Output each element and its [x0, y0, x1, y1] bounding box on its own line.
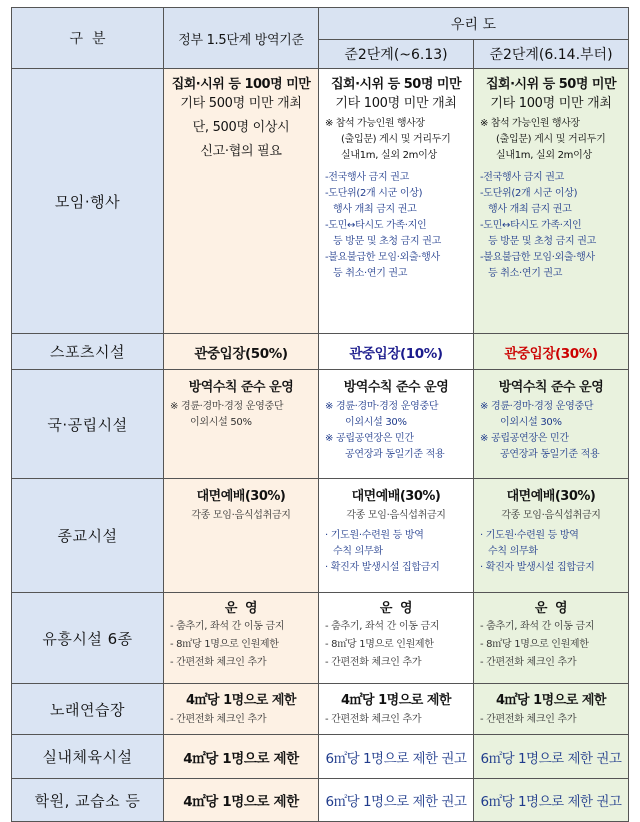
header-region: 우리 도: [319, 8, 629, 40]
regulation-table: [11, 7, 629, 822]
sports-phase2: 관중입장(30%): [474, 334, 629, 370]
entertainment-phase1: [319, 593, 474, 684]
religion-p1-list-1: · 기도원·수련원 등 방역: [325, 530, 424, 541]
gathering-phase2: [474, 69, 629, 334]
gathering-p1-note-3: 실내1m, 실외 2m이상: [341, 150, 437, 161]
row-label-sports: 스포츠시설: [12, 334, 164, 370]
entertainment-p2-main: 운 영: [534, 601, 568, 616]
gathering-p1-note-1: ※ 참석 가능인원 행사장: [325, 118, 425, 129]
religion-gov-sub: 각종 모임·음식섭취금지: [191, 510, 291, 521]
public-p2-note-3: ※ 공립공연장은 민간: [480, 433, 569, 444]
sports-phase1: 관중입장(10%): [319, 334, 474, 370]
header-category: 구 분: [12, 8, 164, 69]
public-phase2: [474, 370, 629, 479]
public-p2-main: 방역수칙 준수 운영: [498, 380, 604, 395]
karaoke-gov: [164, 684, 319, 735]
row-label-indoor-sports: 실내체육시설: [12, 735, 164, 779]
gathering-gov-sub-2: 단, 500명 이상시: [192, 120, 290, 135]
karaoke-gov-sub: - 간편전화 체크인 추가: [170, 714, 267, 725]
karaoke-gov-main: 4㎡당 1명으로 제한: [186, 693, 296, 708]
entertainment-gov-main: 운 영: [224, 601, 258, 616]
gathering-gov-main: 집회·시위 등 100명 미만: [171, 77, 311, 92]
religion-gov-main: 대면예배(30%): [196, 489, 286, 504]
sports-gov: 관중입장(50%): [164, 334, 319, 370]
religion-phase1: [319, 479, 474, 593]
header-gov: 정부 1.5단계 방역기준: [164, 8, 319, 69]
religion-p1-sub: 각종 모임·음식섭취금지: [346, 510, 446, 521]
header-phase1: 준2단계(~6.13): [319, 40, 474, 69]
gathering-p1-sub: 기타 100명 미만 개최: [335, 96, 457, 111]
public-gov-note-2: 이외시설 50%: [190, 417, 252, 428]
public-p1-note-1: ※ 경륜·경마·경정 운영중단: [325, 401, 439, 412]
row-label-gathering: 모임·행사: [12, 69, 164, 334]
religion-p2-main: 대면예배(30%): [506, 489, 596, 504]
entertainment-phase2: [474, 593, 629, 684]
gathering-p1-note-2: (출입문) 게시 및 거리두기: [341, 134, 451, 145]
indoor-sports-gov: 4㎡당 1명으로 제한: [164, 735, 319, 779]
indoor-sports-phase1: 6㎡당 1명으로 제한 권고: [319, 735, 474, 779]
gathering-gov-sub-1: 기타 500명 미만 개최: [180, 96, 302, 111]
religion-phase2: [474, 479, 629, 593]
entertainment-gov-list-3: - 간편전화 체크인 추가: [170, 657, 267, 668]
row-label-public: 국·공립시설: [12, 370, 164, 479]
religion-p2-list-2: 수칙 의무화: [488, 546, 538, 557]
karaoke-p2-main: 4㎡당 1명으로 제한: [496, 693, 606, 708]
indoor-sports-phase2: 6㎡당 1명으로 제한 권고: [474, 735, 629, 779]
public-gov: [164, 370, 319, 479]
entertainment-p1-list-3: - 간편전화 체크인 추가: [325, 657, 422, 668]
gathering-p1-main: 집회·시위 등 50명 미만: [330, 77, 462, 92]
karaoke-phase1: [319, 684, 474, 735]
religion-p1-list-2: 수칙 의무화: [333, 546, 383, 557]
academy-gov: 4㎡당 1명으로 제한: [164, 779, 319, 822]
gathering-gov-sub-3: 신고·협의 필요: [200, 144, 282, 159]
public-phase1: [319, 370, 474, 479]
public-p1-note-3: ※ 공립공연장은 민간: [325, 433, 414, 444]
gathering-p2-sub: 기타 100명 미만 개최: [490, 96, 612, 111]
entertainment-gov-list-1: - 춤추기, 좌석 간 이동 금지: [170, 621, 285, 632]
religion-p1-list-3: · 확진자 발생시설 집합금지: [325, 562, 440, 573]
entertainment-p1-list-2: - 8㎡당 1명으로 인원제한: [325, 639, 434, 650]
entertainment-p1-list-1: - 춤추기, 좌석 간 이동 금지: [325, 621, 440, 632]
public-p1-note-2: 이외시설 30%: [345, 417, 407, 428]
religion-p2-list-1: · 기도원·수련원 등 방역: [480, 530, 579, 541]
karaoke-p1-sub: - 간편전화 체크인 추가: [325, 714, 422, 725]
gathering-p2-note-3: 실내1m, 실외 2m이상: [496, 150, 592, 161]
entertainment-gov: [164, 593, 319, 684]
entertainment-p2-list-3: - 간편전화 체크인 추가: [480, 657, 577, 668]
karaoke-phase2: [474, 684, 629, 735]
public-gov-note-1: ※ 경륜·경마·경정 운영중단: [170, 401, 284, 412]
gathering-phase1: [319, 69, 474, 334]
religion-p2-sub: 각종 모임·음식섭취금지: [501, 510, 601, 521]
academy-phase2: 6㎡당 1명으로 제한 권고: [474, 779, 629, 822]
gathering-p2-note-2: (출입문) 게시 및 거리두기: [496, 134, 606, 145]
public-p1-note-4: 공연장과 동일기준 적용: [345, 449, 445, 460]
public-p2-note-1: ※ 경륜·경마·경정 운영중단: [480, 401, 594, 412]
religion-gov: [164, 479, 319, 593]
academy-phase1: 6㎡당 1명으로 제한 권고: [319, 779, 474, 822]
public-p1-main: 방역수칙 준수 운영: [343, 380, 449, 395]
religion-p2-list-3: · 확진자 발생시설 집합금지: [480, 562, 595, 573]
gathering-p2-main: 집회·시위 등 50명 미만: [485, 77, 617, 92]
row-label-religion: 종교시설: [12, 479, 164, 593]
karaoke-p1-main: 4㎡당 1명으로 제한: [341, 693, 451, 708]
public-p2-note-4: 공연장과 동일기준 적용: [500, 449, 600, 460]
entertainment-p2-list-2: - 8㎡당 1명으로 인원제한: [480, 639, 589, 650]
row-label-academy: 학원, 교습소 등: [12, 779, 164, 822]
public-gov-main: 방역수칙 준수 운영: [188, 380, 294, 395]
entertainment-gov-list-2: - 8㎡당 1명으로 인원제한: [170, 639, 279, 650]
gathering-p2-list: -전국행사 금지 권고 -도단위(2개 시군 이상) 행사 개최 금지 권고 -도민↔타시도 가족·지인 등 방문 및 초청 금지 권고 -불요불급한 모임·외출·행사 등 취소·연기 권고: [480, 172, 596, 279]
header-phase2: 준2단계(6.14.부터): [474, 40, 629, 69]
row-label-karaoke: 노래연습장: [12, 684, 164, 735]
gathering-p2-note-1: ※ 참석 가능인원 행사장: [480, 118, 580, 129]
karaoke-p2-sub: - 간편전화 체크인 추가: [480, 714, 577, 725]
gathering-gov: [164, 69, 319, 334]
row-label-entertainment: 유흥시설 6종: [12, 593, 164, 684]
public-p2-note-2: 이외시설 30%: [500, 417, 562, 428]
entertainment-p1-main: 운 영: [379, 601, 413, 616]
gathering-p1-list: -전국행사 금지 권고 -도단위(2개 시군 이상) 행사 개최 금지 권고 -도민↔타시도 가족·지인 등 방문 및 초청 금지 권고 -불요불급한 모임·외출·행사 등 취소·연기 권고: [325, 172, 441, 279]
entertainment-p2-list-1: - 춤추기, 좌석 간 이동 금지: [480, 621, 595, 632]
religion-p1-main: 대면예배(30%): [351, 489, 441, 504]
